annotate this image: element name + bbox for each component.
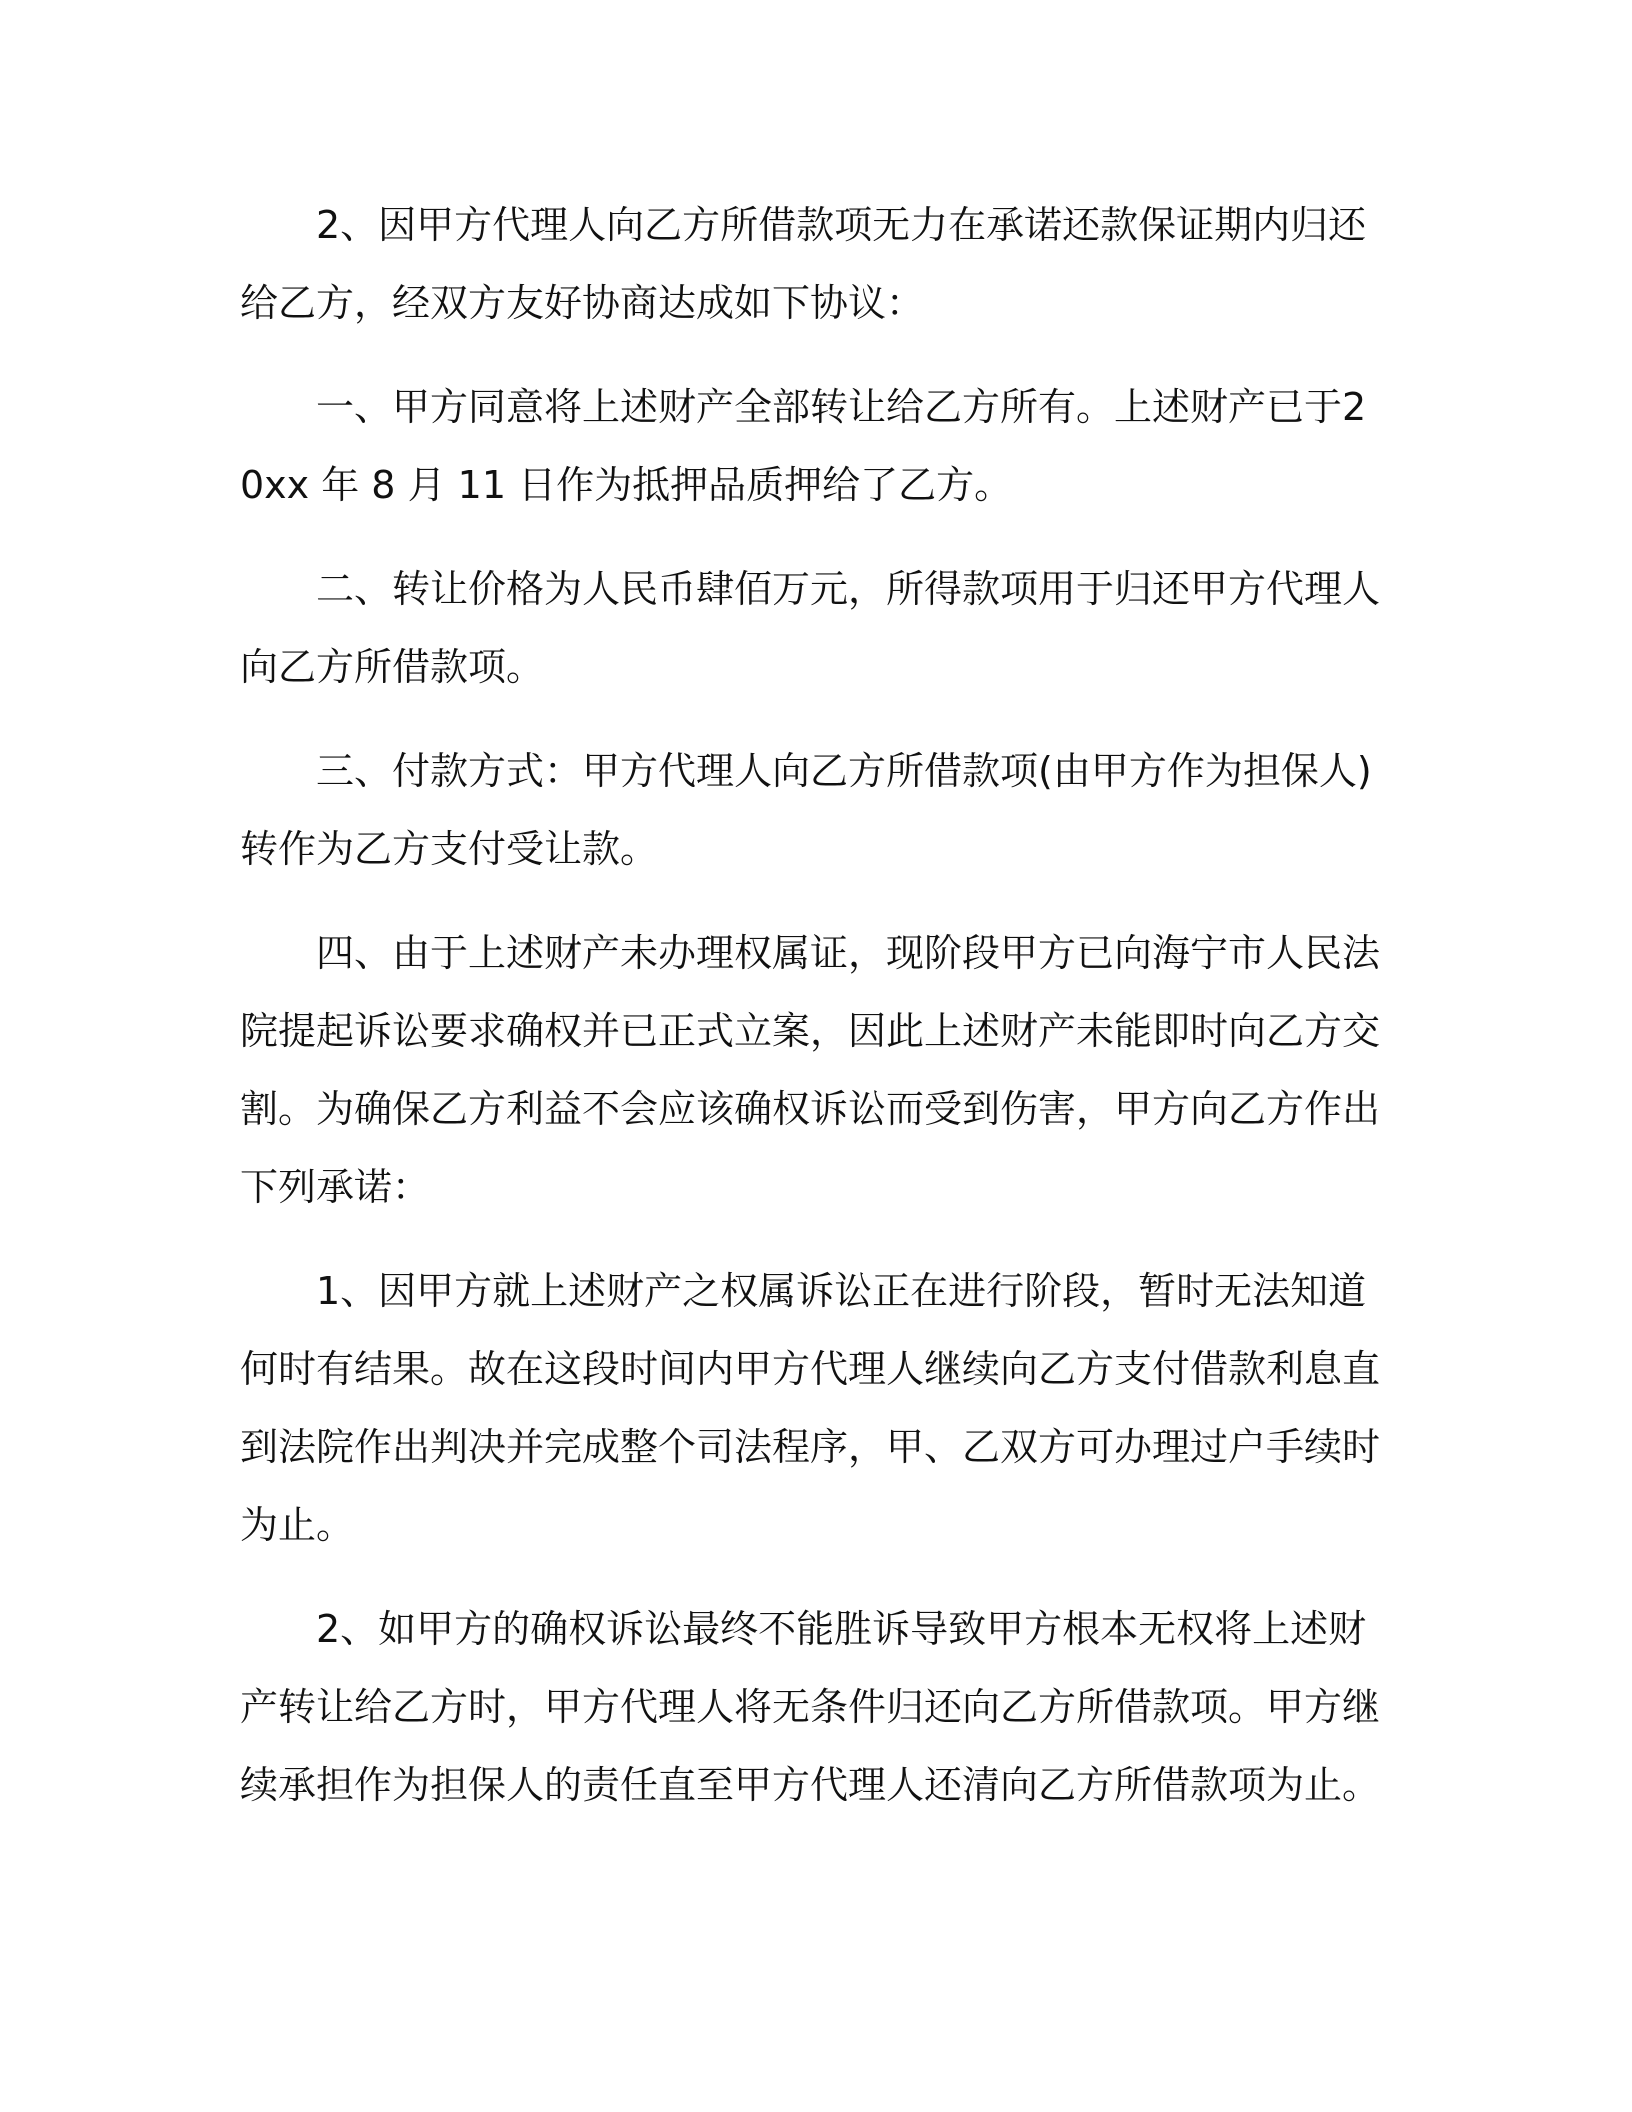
paragraph-7: 2、如甲方的确权诉讼最终不能胜诉导致甲方根本无权将上述财产转让给乙方时，甲方代理人将无条件归还向乙方所借款项。甲方继续承担作为担保人的责任直至甲方代理人还清向乙方所借款项为止。: [240, 1607, 1381, 1807]
paragraph-3: 二、转让价格为人民币肆佰万元，所得款项用于归还甲方代理人向乙方所借款项。: [240, 567, 1381, 689]
paragraph-4: 三、付款方式：甲方代理人向乙方所借款项(由甲方作为担保人)转作为乙方支付受让款。: [240, 749, 1372, 871]
document-body: [240, 186, 1390, 1850]
paragraph-5: 四、由于上述财产未办理权属证，现阶段甲方已向海宁市人民法院提起诉讼要求确权并已正式立案，因此上述财产未能即时向乙方交割。为确保乙方利益不会应该确权诉讼而受到伤害，甲方向乙方作出下列承诺：: [240, 931, 1381, 1209]
paragraph-2: 一、甲方同意将上述财产全部转让给乙方所有。上述财产已于20xx 年 8 月 11 日作为抵押品质押给了乙方。: [240, 385, 1367, 507]
paragraph-1: 2、因甲方代理人向乙方所借款项无力在承诺还款保证期内归还给乙方，经双方友好协商达成如下协议：: [240, 203, 1367, 325]
paragraph-6: 1、因甲方就上述财产之权属诉讼正在进行阶段，暂时无法知道何时有结果。故在这段时间内甲方代理人继续向乙方支付借款利息直到法院作出判决并完成整个司法程序，甲、乙双方可办理过户手续时为止。: [240, 1269, 1381, 1547]
